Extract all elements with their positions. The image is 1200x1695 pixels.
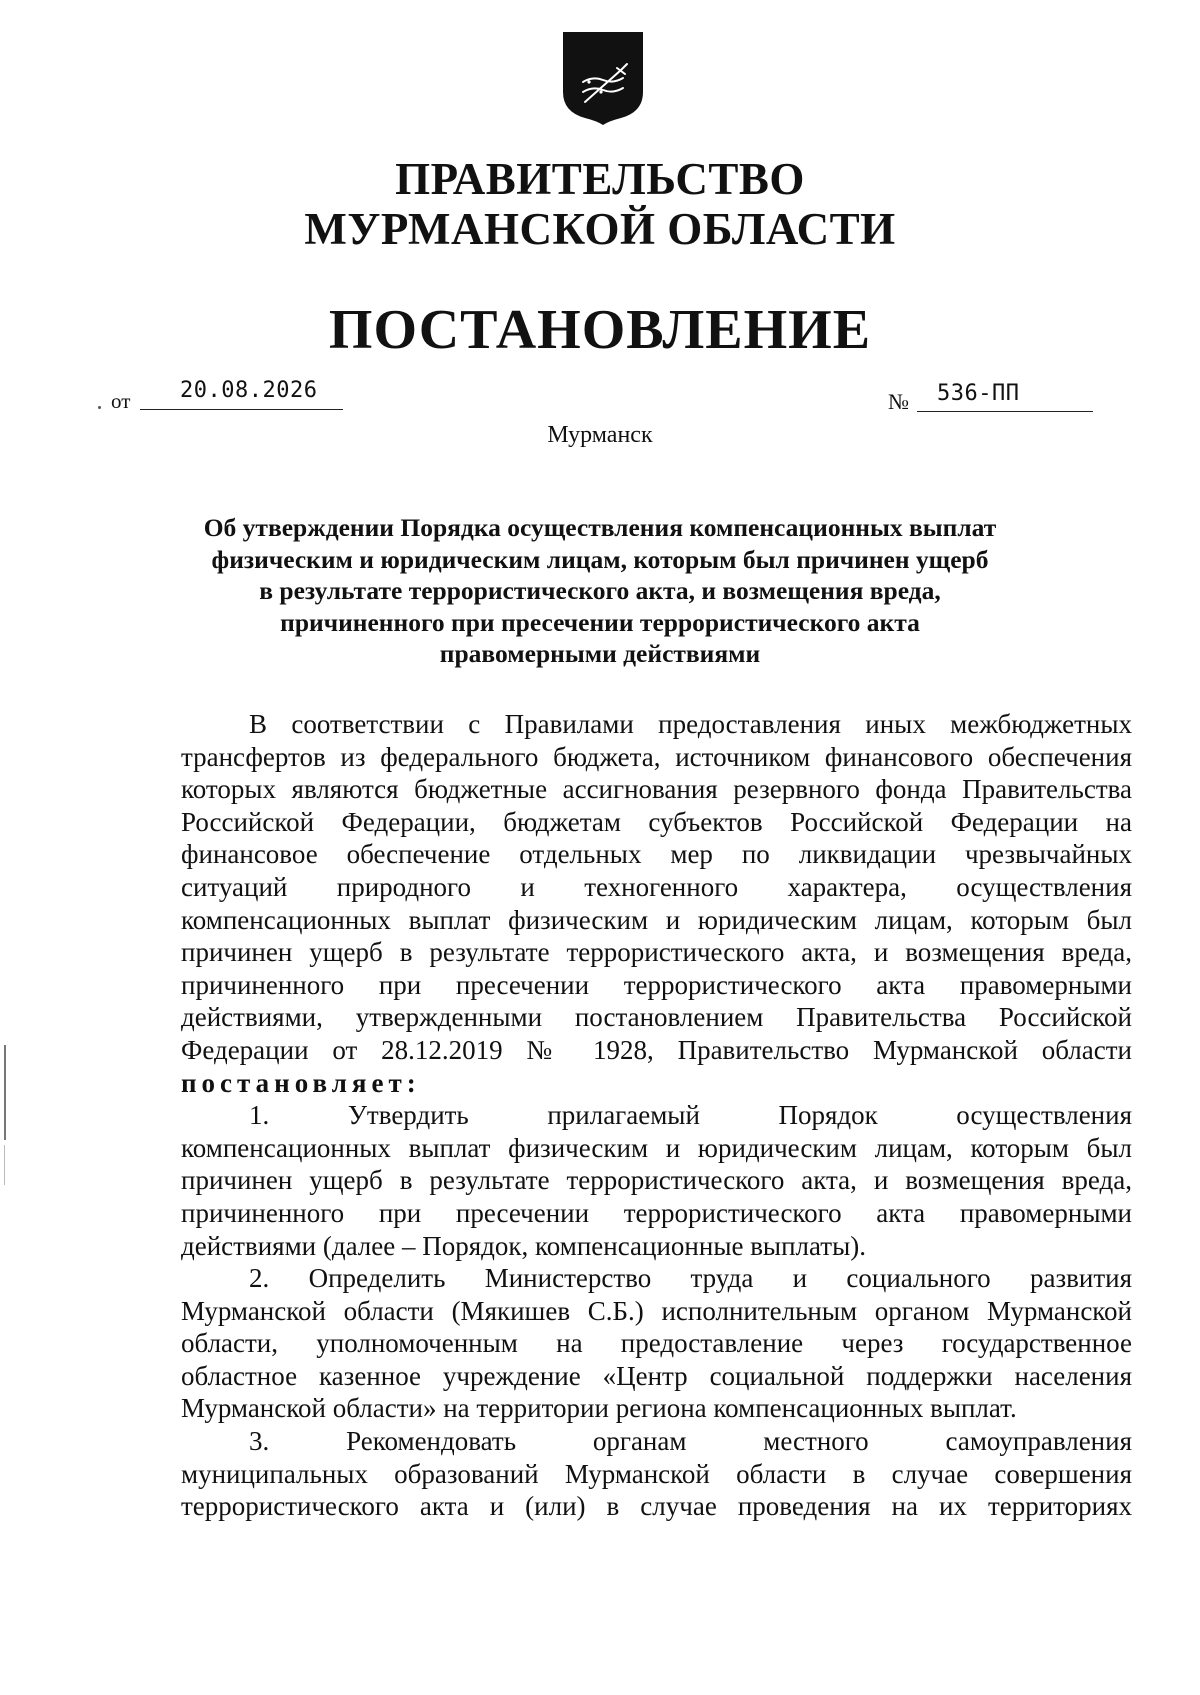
preamble-line: Российской Федерации, бюджетам субъектов Российской Федерации на	[181, 806, 1132, 837]
item2-line: 2. Определить Министерство труда и социального развития	[249, 1263, 1132, 1294]
date-prefix-label: от	[111, 389, 131, 413]
preamble-line: причиненного при пресечении террористического акта правомерными	[181, 969, 1132, 1000]
document-type-title: ПОСТАНОВЛЕНИЕ	[328, 299, 872, 361]
item3-line: 3. Рекомендовать органам местного самоуправления	[249, 1426, 1132, 1457]
resolves-word: постановляет:	[181, 1067, 421, 1098]
murmansk-coat-of-arms-icon	[561, 30, 645, 126]
subject-line: Об утверждении Порядка осуществления компенсационных выплат	[203, 513, 997, 542]
item1-line: 1. Утвердить прилагаемый Порядок осуществления	[249, 1100, 1132, 1131]
number-prefix-label: №	[888, 389, 909, 414]
preamble-line: Федерации от 28.12.2019 № 1928, Правительство Мурманской области	[181, 1034, 1132, 1065]
document-subject	[150, 512, 1050, 670]
subject-line: причиненного при пресечении террористического акта	[280, 607, 920, 637]
item2-line: Мурманской области» на территории региона компенсационных выплат.	[181, 1393, 1017, 1424]
item3-line: муниципальных образований Мурманской области в случае совершения	[181, 1458, 1132, 1489]
preamble-line: которых являются бюджетные ассигнования резервного фонда Правительства	[181, 774, 1132, 805]
document-city: Мурманск	[547, 422, 653, 448]
preamble-line: финансовое обеспечение отдельных мер по ликвидации чрезвычайных	[181, 839, 1132, 870]
government-title-line2: МУРМАНСКОЙ ОБЛАСТИ	[304, 204, 896, 254]
item1-line: компенсационных выплат физическим и юридическим лицам, которым был	[181, 1132, 1132, 1163]
preamble-line: трансфертов из федерального бюджета, источником финансового обеспечения	[181, 741, 1132, 772]
document-number: 536-ПП	[937, 381, 1020, 406]
preamble-line: действиями, утвержденными постановлением Правительства Российской	[181, 1002, 1132, 1033]
scan-margin-mark	[4, 1045, 6, 1140]
document-body	[181, 708, 1132, 1523]
date-underline	[140, 409, 343, 410]
item1-line: причиненного при пресечении террористического акта правомерными	[181, 1197, 1132, 1228]
preamble-line: ситуаций природного и техногенного характера, осуществления	[181, 871, 1132, 902]
item2-line: областное казенное учреждение «Центр социальной поддержки населения	[181, 1360, 1132, 1391]
government-title-line1: ПРАВИТЕЛЬСТВО	[395, 154, 805, 204]
item1-line: действиями (далее – Порядок, компенсационные выплаты).	[181, 1230, 866, 1261]
scan-dot	[98, 406, 101, 409]
item2-line: Мурманской области (Мякишев С.Б.) исполнительным органом Мурманской	[181, 1295, 1132, 1326]
subject-line: физическим и юридическим лицам, которым был причинен ущерб	[211, 544, 989, 574]
subject-line: правомерными действиями	[439, 639, 761, 668]
scan-margin-mark	[4, 1145, 5, 1185]
preamble-line: причинен ущерб в результате террористического акта, и возмещения вреда,	[181, 937, 1132, 968]
item1-line: причинен ущерб в результате террористического акта, и возмещения вреда,	[181, 1165, 1132, 1196]
item2-line: области, уполномоченным на предоставление через государственное	[181, 1328, 1132, 1359]
item3-line: террористического акта и (или) в случае проведения на их территориях	[181, 1491, 1132, 1522]
subject-line: в результате террористического акта, и возмещения вреда,	[259, 576, 941, 605]
preamble-line: В соответствии с Правилами предоставления иных межбюджетных	[249, 709, 1132, 739]
number-underline	[917, 411, 1093, 412]
document-date: 20.08.2026	[180, 378, 318, 403]
preamble-line: компенсационных выплат физическим и юридическим лицам, которым был	[181, 904, 1132, 935]
